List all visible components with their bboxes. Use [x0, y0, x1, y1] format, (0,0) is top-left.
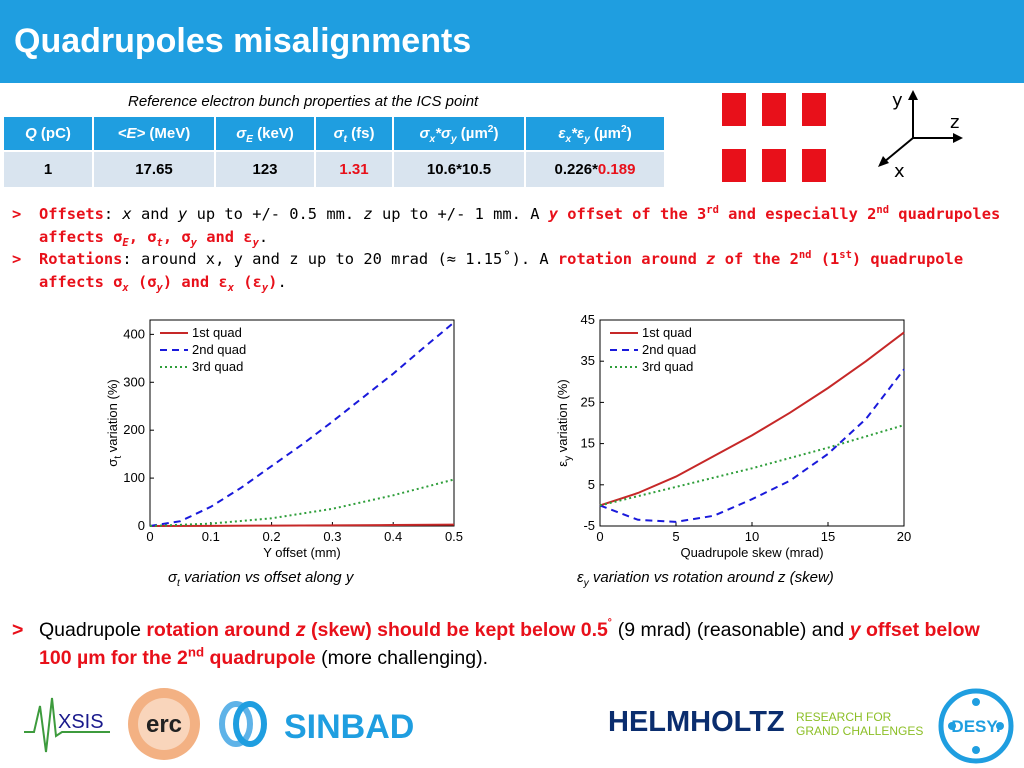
legend-entry: 1st quad — [192, 325, 242, 340]
y-tick-label: 15 — [580, 435, 595, 451]
bullet-marker: > — [12, 250, 22, 268]
axis-label-z: z — [950, 112, 960, 133]
magnet-block — [802, 149, 826, 182]
cell-bunch-length: 1.31 — [315, 151, 393, 187]
y-tick-label: 0 — [137, 518, 145, 533]
svg-text:XSIS: XSIS — [58, 711, 104, 733]
desy-logo — [938, 688, 1014, 764]
header-bunch-length: $\sigma_t$ (fs) — [315, 117, 393, 151]
magnet-block — [762, 93, 786, 126]
magnet-block — [762, 149, 786, 182]
header-energy-spread: $\sigma_E$ (keV) — [215, 117, 315, 151]
slide-title: Quadrupoles misalignments — [14, 22, 472, 60]
x-tick-label: 0.2 — [262, 529, 281, 544]
helmholtz-logo: HELMHOLTZ — [608, 706, 785, 738]
coordinate-axes-icon — [868, 86, 968, 184]
x-axis-label: Quadrupole skew (mrad) — [680, 545, 824, 560]
magnet-block — [722, 93, 746, 126]
cell-energy-spread: 123 — [215, 151, 315, 187]
svg-text:erc: erc — [145, 711, 183, 738]
y-tick-label: 100 — [123, 470, 145, 486]
plot-caption-left: $\sigma_t$ variation vs offset along y — [168, 569, 354, 589]
findings-list — [12, 203, 1016, 293]
bullet-marker: > — [12, 619, 24, 641]
partner-logos — [0, 686, 1024, 768]
cell-spot-size: 10.6*10.5 — [393, 151, 525, 187]
magnet-block — [802, 93, 826, 126]
y-tick-label: 300 — [123, 374, 145, 390]
bullet-offsets: > Offsets: x and y up to +/- 0.5 mm. z up to +/- 1 mm. A y offset of the 3rd and especially 2nd quadrupoles affects $\sigma_E$, $\sigma_t$, $\sigma_y$ and $\varepsilon_y$. — [12, 203, 1001, 249]
helmholtz-tagline-1: RESEARCH FOR — [796, 710, 892, 724]
helmholtz-tagline-2: GRAND CHALLENGES — [796, 724, 924, 738]
axsis-logo — [22, 688, 112, 758]
y-tick-label: -5 — [583, 518, 595, 533]
legend-entry: 1st quad — [642, 325, 692, 340]
axis-label-x: x — [894, 161, 905, 182]
x-axis-label: Y offset (mm) — [263, 545, 341, 560]
epsilon-y-vs-skew-chart — [540, 312, 920, 564]
header-emittance: $\varepsilon_x*\varepsilon_y$ (µm$^2$) — [525, 117, 664, 151]
cell-charge: 1 — [4, 151, 93, 187]
bullet-rotations: > Rotations: around x, y and z up to 20 mrad (≈ 1.15˚). A rotation around z of the 2nd (1st) quadrupole affects $\sigma_x$ $(\sigma_y)$ and $\varepsilon_x$ $(\varepsilon_y)$. — [12, 248, 964, 294]
legend-entry: 3rd quad — [642, 359, 694, 374]
header-spot-size: $\sigma_x*\sigma_y$ (µm$^2$) — [393, 117, 525, 151]
sigma-t-vs-offset-chart — [90, 312, 470, 564]
quadrupole-magnets-icon — [722, 93, 832, 185]
x-tick-label: 0 — [146, 529, 154, 544]
y-tick-label: 45 — [580, 312, 595, 327]
x-tick-label: 10 — [744, 529, 760, 544]
table-row — [4, 151, 664, 187]
legend-entry: 2nd quad — [642, 342, 697, 357]
sinbad-logo — [212, 696, 432, 756]
cell-emittance: 0.226*0.189 — [525, 151, 664, 187]
y-axis-label: $\sigma_t$ variation (%) — [105, 379, 124, 467]
y-tick-label: 400 — [123, 326, 145, 342]
x-tick-label: 20 — [896, 529, 912, 544]
y-tick-label: 25 — [580, 394, 595, 410]
bullet-marker: > — [12, 205, 22, 223]
y-tick-label: 35 — [580, 353, 595, 369]
svg-text:SINBAD: SINBAD — [284, 708, 415, 746]
x-tick-label: 15 — [820, 529, 836, 544]
svg-text:DESY.: DESY. — [951, 717, 1001, 736]
axis-label-y: y — [892, 90, 903, 111]
legend-entry: 3rd quad — [192, 359, 244, 374]
title-bar — [0, 0, 1024, 83]
magnet-block — [722, 149, 746, 182]
header-charge: Q (pC) — [4, 117, 93, 151]
conclusion-text: > Quadrupole rotation around z (skew) should be kept below 0.5˚ (9 mrad) (reasonable) and y offset below 100 µm for the 2nd quadrupole (more challenging). — [12, 616, 980, 669]
table-caption: Reference electron bunch properties at the ICS point — [128, 93, 479, 110]
x-tick-label: 0.1 — [201, 529, 220, 544]
x-tick-label: 5 — [672, 529, 680, 544]
x-tick-label: 0 — [596, 529, 604, 544]
erc-logo — [124, 686, 204, 764]
y-tick-label: 200 — [123, 422, 145, 438]
legend-entry: 2nd quad — [192, 342, 247, 357]
bunch-properties-table — [4, 117, 664, 187]
table-header-row — [4, 117, 664, 151]
x-tick-label: 0.4 — [384, 529, 403, 544]
x-tick-label: 0.3 — [323, 529, 342, 544]
cell-energy: 17.65 — [93, 151, 215, 187]
y-axis-label: $\varepsilon_y$ variation (%) — [555, 379, 574, 467]
plot-caption-right: $\varepsilon_y$ variation vs rotation around z (skew) — [577, 569, 834, 589]
x-tick-label: 0.5 — [444, 529, 464, 544]
y-tick-label: 5 — [587, 476, 595, 492]
header-energy: <E> (MeV) — [93, 117, 215, 151]
